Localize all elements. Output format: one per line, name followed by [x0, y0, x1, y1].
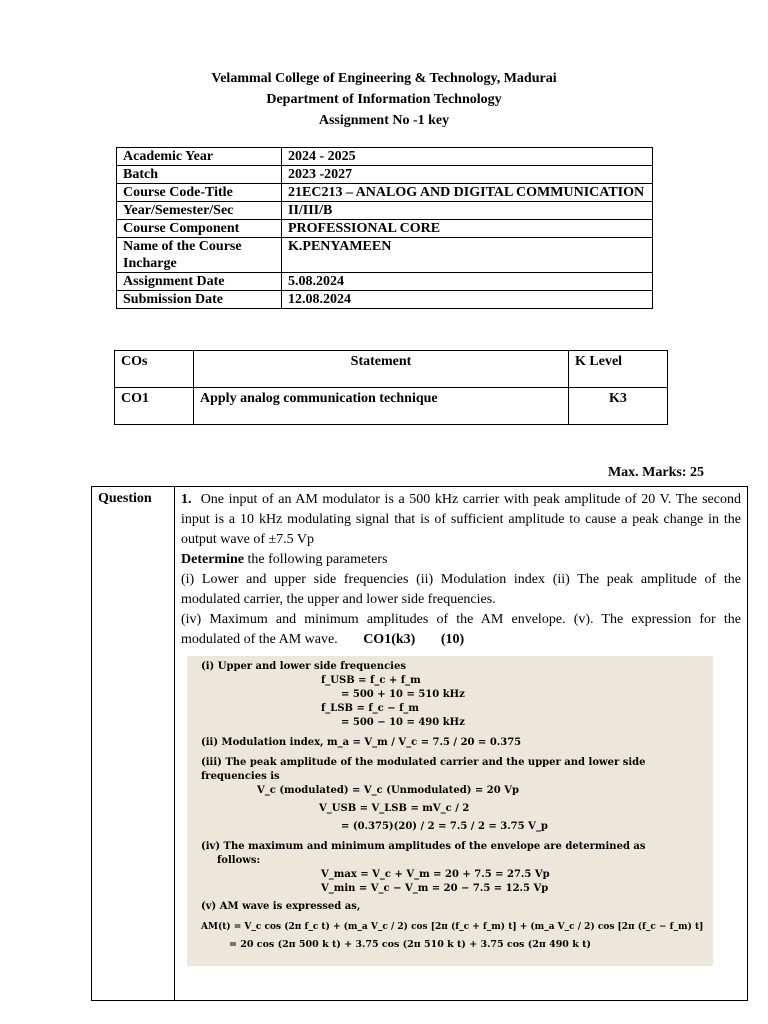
- info-value: K.PENYAMEEN: [282, 238, 653, 273]
- table-row: [117, 202, 653, 220]
- question-label: Question: [92, 487, 175, 1001]
- solution-line: V_min = V_c − V_m = 20 − 7.5 = 12.5 Vp: [321, 883, 549, 894]
- solution-line: V_USB = V_LSB = mV_c / 2: [319, 803, 470, 814]
- solution-line: = (0.375)(20) / 2 = 7.5 / 2 = 3.75 V_p: [341, 821, 548, 832]
- solution-line: follows:: [217, 855, 261, 866]
- question-text: the following parameters: [243, 552, 388, 567]
- info-key: Batch: [117, 166, 282, 184]
- info-key: Course Code-Title: [117, 184, 282, 202]
- solution-line: f_USB = f_c + f_m: [321, 675, 421, 686]
- solution-line: f_LSB = f_c − f_m: [321, 703, 419, 714]
- solution-line: (iv) The maximum and minimum amplitudes of the envelope are determined as: [201, 841, 646, 852]
- solution-line: frequencies is: [201, 771, 280, 782]
- info-key: Name of the Course Incharge: [117, 238, 282, 273]
- table-row: [117, 184, 653, 202]
- table-row: [117, 291, 653, 309]
- table-row: [117, 166, 653, 184]
- solution-line: (i) Upper and lower side frequencies: [201, 661, 406, 672]
- statement-header: Statement: [194, 351, 569, 388]
- table-row: [115, 351, 668, 388]
- course-outcome-table: [114, 350, 668, 425]
- question-body: [175, 487, 748, 1001]
- solution-line: AM(t) = V_c cos (2π f_c t) + (m_a V_c / 2) cos [2π (f_c + f_m) t] + (m_a V_c / 2) cos [2π (f_c − f_m) t]: [201, 922, 704, 932]
- question-text: (iv) Maximum and minimum amplitudes of the AM envelope. (v). The expression for the modulated of the AM wave.: [181, 612, 741, 647]
- solution-line: (iii) The peak amplitude of the modulated carrier and the upper and lower side: [201, 757, 646, 768]
- info-key: Academic Year: [117, 148, 282, 166]
- co-tag: CO1(k3): [363, 632, 416, 647]
- co-id: CO1: [115, 388, 194, 425]
- co-statement: Apply analog communication technique: [194, 388, 569, 425]
- solution-line: V_max = V_c + V_m = 20 + 7.5 = 27.5 Vp: [321, 869, 550, 880]
- info-value: 21EC213 – ANALOG AND DIGITAL COMMUNICATION: [282, 184, 653, 202]
- info-value: II/III/B: [282, 202, 653, 220]
- max-marks: Max. Marks: 25: [607, 465, 704, 480]
- question-number: 1.: [181, 492, 192, 507]
- question-paragraph: [181, 610, 741, 650]
- solution-image: [187, 656, 713, 966]
- info-value: PROFESSIONAL CORE: [282, 220, 653, 238]
- info-value: 5.08.2024: [282, 273, 653, 291]
- table-row: [92, 487, 748, 1001]
- k-level-header: K Level: [569, 351, 668, 388]
- table-row: [115, 388, 668, 425]
- solution-line: = 500 − 10 = 490 kHz: [341, 717, 465, 728]
- solution-line: = 500 + 10 = 510 kHz: [341, 689, 465, 700]
- question-marks: (10): [440, 632, 465, 647]
- table-row: [117, 148, 653, 166]
- info-value: 2024 - 2025: [282, 148, 653, 166]
- co-k-level: K3: [569, 388, 668, 425]
- solution-line: V_c (modulated) = V_c (Unmodulated) = 20 Vp: [257, 785, 519, 796]
- determine-label: Determine: [181, 552, 244, 567]
- solution-line: (ii) Modulation index, m_a = V_m / V_c = 7.5 / 20 = 0.375: [201, 737, 522, 748]
- info-key: Submission Date: [117, 291, 282, 309]
- info-key: Course Component: [117, 220, 282, 238]
- college-name: Velammal College of Engineering & Technology, Madurai: [211, 71, 557, 86]
- question-paragraph: (i) Lower and upper side frequencies (ii) Modulation index (ii) The peak amplitude of the modulated carrier, the upper and lower side frequencies.: [181, 572, 741, 607]
- question-text: One input of an AM modulator is a 500 kHz carrier with peak amplitude of 20 V. The second input is a 10 kHz modulating signal that is of sufficient amplitude to cause a peak change in the output wave of ±7.5 Vp: [181, 492, 741, 547]
- department-name: Department of Information Technology: [266, 92, 502, 107]
- question-paragraph: [181, 550, 741, 570]
- question-table: [91, 486, 748, 1001]
- info-value: 12.08.2024: [282, 291, 653, 309]
- co-header: COs: [115, 351, 194, 388]
- table-row: [117, 273, 653, 291]
- table-row: [117, 220, 653, 238]
- info-key: Year/Semester/Sec: [117, 202, 282, 220]
- info-value: 2023 -2027: [282, 166, 653, 184]
- table-row: [117, 238, 653, 273]
- solution-line: = 20 cos (2π 500 k t) + 3.75 cos (2π 510 k t) + 3.75 cos (2π 490 k t): [229, 939, 591, 950]
- info-key: Assignment Date: [117, 273, 282, 291]
- course-info-table: [116, 147, 653, 309]
- solution-line: (v) AM wave is expressed as,: [201, 901, 361, 912]
- assignment-title: Assignment No -1 key: [318, 113, 450, 128]
- question-paragraph: [181, 490, 741, 550]
